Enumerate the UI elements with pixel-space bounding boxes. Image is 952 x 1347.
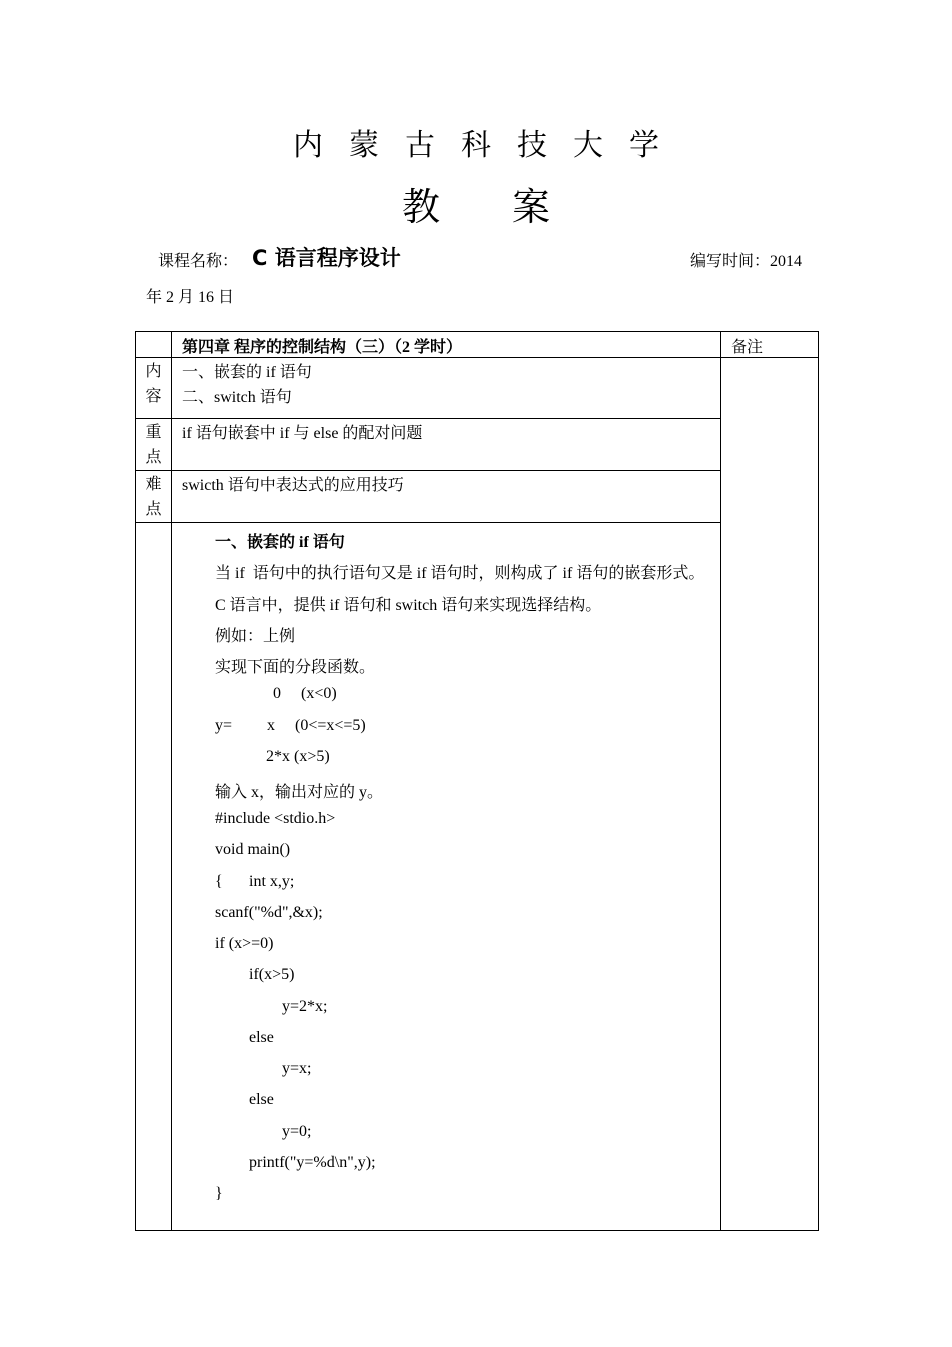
document-type-title: 教案: [401, 185, 622, 229]
difficult-points-text: swicth 语句中表达式的应用技巧: [172, 471, 721, 523]
code-line: if(x>5): [249, 966, 295, 983]
label-char: 点: [145, 449, 162, 466]
university-title: 内蒙古科技大学: [293, 128, 685, 163]
code-line: #include <stdio.h>: [215, 810, 336, 827]
written-date-continued: 年 2 月 16 日: [146, 289, 235, 306]
code-line: if (x>=0): [215, 935, 274, 952]
formula-lhs: y=: [215, 717, 233, 734]
formula-line: 2*x (x>5): [266, 748, 330, 765]
body-line: C 语言中，提供 if 语句和 switch 语句来实现选择结构。: [215, 597, 602, 614]
course-name: C 语言程序设计: [252, 246, 401, 270]
code-line: y=2*x;: [282, 998, 328, 1015]
content-item: 二、switch 语句: [182, 389, 292, 406]
content-items-cell: [172, 358, 721, 419]
code-line: {: [215, 873, 223, 890]
chapter-title: 第四章 程序的控制结构（三）（2 学时）: [172, 332, 721, 358]
code-line: void main(): [215, 841, 291, 858]
key-points-text: if 语句嵌套中 if 与 else 的配对问题: [172, 419, 721, 471]
code-line: }: [215, 1185, 223, 1202]
label-char: 容: [145, 388, 162, 405]
body-line: 输入 x，输出对应的 y。: [215, 784, 384, 801]
written-date-label: 编写时间：2014: [690, 253, 803, 270]
code-line: int x,y;: [249, 873, 295, 890]
code-line: else: [249, 1091, 274, 1108]
teaching-content-row: [136, 523, 819, 1231]
code-line: y=x;: [282, 1060, 312, 1077]
formula-line: x (0<=x<=5): [267, 717, 366, 734]
remarks-cell: [721, 358, 819, 1231]
content-row: [136, 358, 819, 419]
label-char: 点: [145, 501, 162, 518]
lesson-plan-table: [135, 331, 819, 1231]
key-points-row: [136, 419, 819, 471]
code-line: printf("y=%d\n",y);: [249, 1154, 376, 1171]
difficult-points-label: [136, 471, 172, 523]
content-row-label: [136, 358, 172, 419]
body-line: 实现下面的分段函数。: [215, 659, 376, 676]
label-char: 难: [145, 476, 162, 493]
remarks-header: 备注: [721, 332, 819, 358]
body-line: 例如：上例: [215, 628, 296, 645]
formula-line: 0 (x<0): [273, 685, 337, 702]
content-item: 一、嵌套的 if 语句: [182, 364, 312, 381]
course-name-label: 课程名称：: [158, 253, 239, 270]
label-char: 重: [145, 424, 162, 441]
code-line: y=0;: [282, 1123, 312, 1140]
table-header-row: [136, 332, 819, 358]
section-heading: 一、嵌套的 if 语句: [215, 534, 345, 551]
empty-label-cell: [136, 523, 172, 1231]
code-line: else: [249, 1029, 274, 1046]
difficult-points-row: [136, 471, 819, 523]
body-line: 当 if 语句中的执行语句又是 if 语句时，则构成了 if 语句的嵌套形式。: [215, 565, 705, 582]
key-points-label: [136, 419, 172, 471]
label-char: 内: [145, 363, 162, 380]
teaching-content-cell: [172, 523, 721, 1231]
code-line: scanf("%d",&x);: [215, 904, 323, 921]
empty-corner-cell: [136, 332, 172, 358]
